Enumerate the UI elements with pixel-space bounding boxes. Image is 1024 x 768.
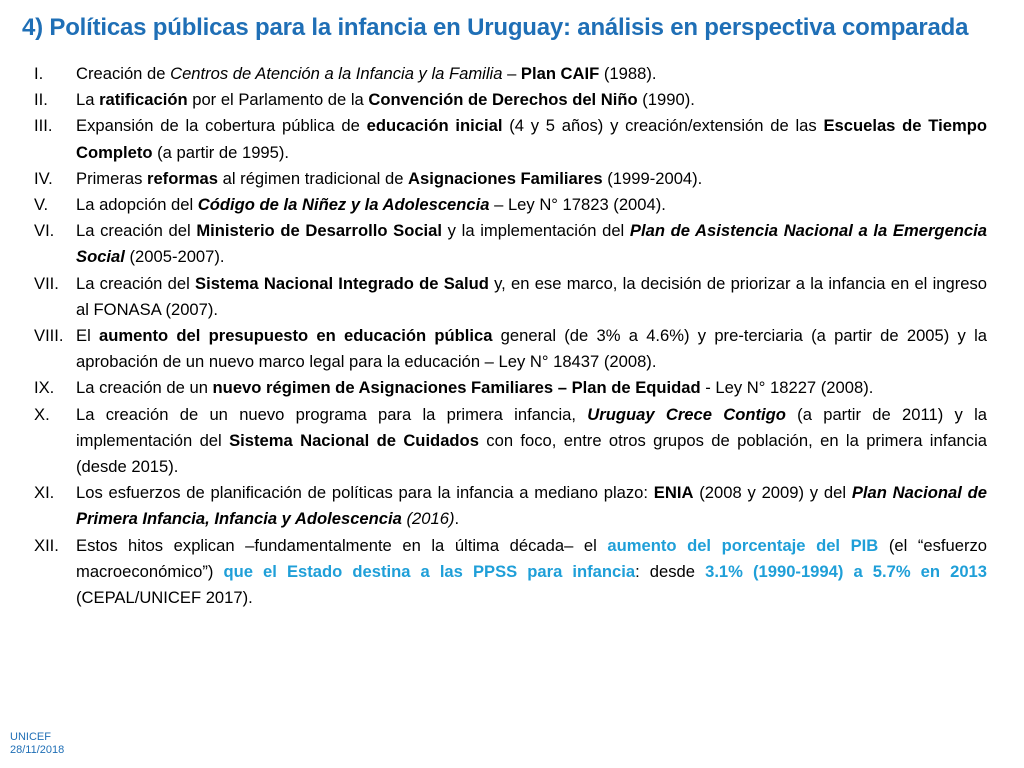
text-run: La adopción del: [76, 195, 198, 215]
emphasis-text: reformas: [147, 168, 219, 188]
list-item: [34, 271, 987, 323]
list-item-text: [76, 533, 987, 612]
text-run: (1990).: [637, 90, 695, 110]
list-item: [34, 533, 987, 612]
list-item: [34, 113, 987, 165]
text-run: (4 y 5 años) y creación/extensión de las: [502, 116, 824, 136]
emphasis-text: Uruguay Crece Contigo: [587, 404, 786, 424]
list-item-number: II.: [34, 90, 48, 110]
list-item-number: VIII.: [34, 326, 64, 346]
list-item-text: [76, 61, 987, 87]
list-item: [34, 218, 987, 270]
text-run: Primeras: [76, 168, 147, 188]
list-item: [34, 480, 987, 532]
text-run: (1999-2004).: [602, 168, 703, 188]
list-item-text: [76, 402, 987, 481]
list-item-text: [76, 323, 987, 375]
text-run: (el “esfuerzo macroeconómico”): [76, 535, 987, 581]
list-item-number: V.: [34, 195, 49, 215]
emphasis-text: Centros de Atención a la Infancia y la Familia: [170, 64, 503, 83]
list-item-text: [76, 480, 987, 532]
list-item-number: III.: [34, 116, 53, 136]
text-run: - Ley N° 18227 (2008).: [700, 378, 874, 398]
footer-org: UNICEF: [10, 731, 51, 743]
highlight-text: 3.1% (1990-1994) a 5.7% en 2013: [705, 561, 987, 581]
list-item-text: [76, 166, 987, 192]
text-run: (2008 y 2009) y del: [693, 483, 852, 503]
list-item: [34, 402, 987, 481]
list-item: [34, 375, 987, 401]
emphasis-text: (2016): [406, 509, 455, 529]
emphasis-text: Plan Nacional de Primera Infancia, Infancia y Adolescencia: [76, 483, 987, 529]
footer-date: 28/11/2018: [10, 744, 65, 756]
text-run: y la implementación del: [442, 221, 630, 241]
text-run: Los esfuerzos de planificación de políticas para la infancia a mediano plazo:: [76, 483, 654, 503]
highlight-text: que el Estado destina a las PPSS para infancia: [223, 561, 636, 581]
text-run: La creación de un: [76, 378, 213, 398]
text-run: (CEPAL/UNICEF 2017).: [76, 588, 253, 608]
text-run: por el Parlamento de la: [187, 90, 369, 110]
list-item-text: [76, 271, 987, 323]
list-item-number: X.: [34, 404, 50, 424]
list-item: [34, 323, 987, 375]
emphasis-text: Sistema Nacional Integrado de Salud: [195, 273, 489, 293]
emphasis-text: Escuelas de Tiempo Completo: [76, 116, 988, 162]
emphasis-text: aumento del presupuesto en educación pública: [99, 326, 493, 346]
emphasis-text: Plan de Asistencia Nacional a la Emergencia Social: [76, 221, 987, 267]
text-run: La: [76, 90, 100, 110]
emphasis-text: Plan CAIF: [520, 64, 600, 83]
emphasis-text: educación inicial: [366, 116, 503, 136]
text-run: – Ley N° 17823 (2004).: [489, 195, 666, 215]
text-run: (a partir de 2011) y la implementación del: [76, 404, 987, 450]
list-item-number: I.: [34, 64, 44, 83]
text-run: –: [502, 64, 521, 83]
list-item-text: [76, 192, 987, 218]
emphasis-text: Convención de Derechos del Niño: [368, 90, 638, 110]
list-item-number: VII.: [34, 273, 59, 293]
emphasis-text: Sistema Nacional de Cuidados: [229, 430, 479, 450]
emphasis-text: Ministerio de Desarrollo Social: [196, 221, 443, 241]
list-item: [34, 192, 987, 218]
text-run: (2005-2007).: [124, 247, 225, 267]
list-item-text: [76, 87, 987, 113]
list-item: [34, 166, 987, 192]
text-run: : desde: [635, 561, 706, 581]
list-item-number: IV.: [34, 168, 53, 188]
text-run: .: [454, 509, 460, 529]
text-run: La creación del: [76, 273, 196, 293]
policy-list: [34, 61, 987, 611]
text-run: La creación del: [76, 221, 197, 241]
text-run: El: [76, 326, 99, 346]
emphasis-text: ratificación: [99, 90, 188, 110]
list-item-number: XII.: [34, 535, 59, 555]
text-run: La creación de un nuevo programa para la primera infancia,: [76, 404, 588, 424]
text-run: con foco, entre otros grupos de población, en la primera infancia (desde 2015).: [76, 430, 987, 477]
list-item-text: [76, 375, 987, 401]
list-item: [34, 87, 987, 113]
emphasis-text: ENIA: [653, 483, 694, 503]
slide-title: 4) Políticas públicas para la infancia en Uruguay: análisis en perspectiva comparada: [22, 14, 969, 41]
text-run: y, en ese marco, la decisión de priorizar a la infancia en el ingreso al FONASA (2007).: [76, 273, 988, 319]
text-run: Expansión de la cobertura pública de: [76, 116, 367, 136]
list-item: [34, 61, 987, 87]
emphasis-text: Asignaciones Familiares: [408, 168, 603, 188]
text-run: Estos hitos explican –fundamentalmente en la última década– el: [76, 535, 608, 555]
emphasis-text: Código de la Niñez y la Adolescencia: [197, 195, 490, 215]
list-item-text: [76, 218, 987, 270]
footer: [10, 731, 64, 757]
list-item-number: VI.: [34, 221, 55, 241]
text-run: general (de 3% a 4.6%) y pre-terciaria (a partir de 2005) y la aprobación de un nuevo marco legal para la educación – Ley N° 18437 (2008).: [76, 326, 987, 372]
text-run: Creación de: [76, 64, 171, 83]
text-run: (a partir de 1995).: [152, 142, 290, 162]
text-run: (1988).: [599, 64, 657, 83]
list-item-number: XI.: [34, 483, 55, 503]
list-item-number: IX.: [34, 378, 55, 398]
emphasis-text: nuevo régimen de Asignaciones Familiares – Plan de Equidad: [212, 378, 701, 398]
highlight-text: aumento del porcentaje del PIB: [607, 535, 879, 555]
text-run: al régimen tradicional de: [218, 168, 409, 188]
list-item-text: [76, 113, 987, 165]
